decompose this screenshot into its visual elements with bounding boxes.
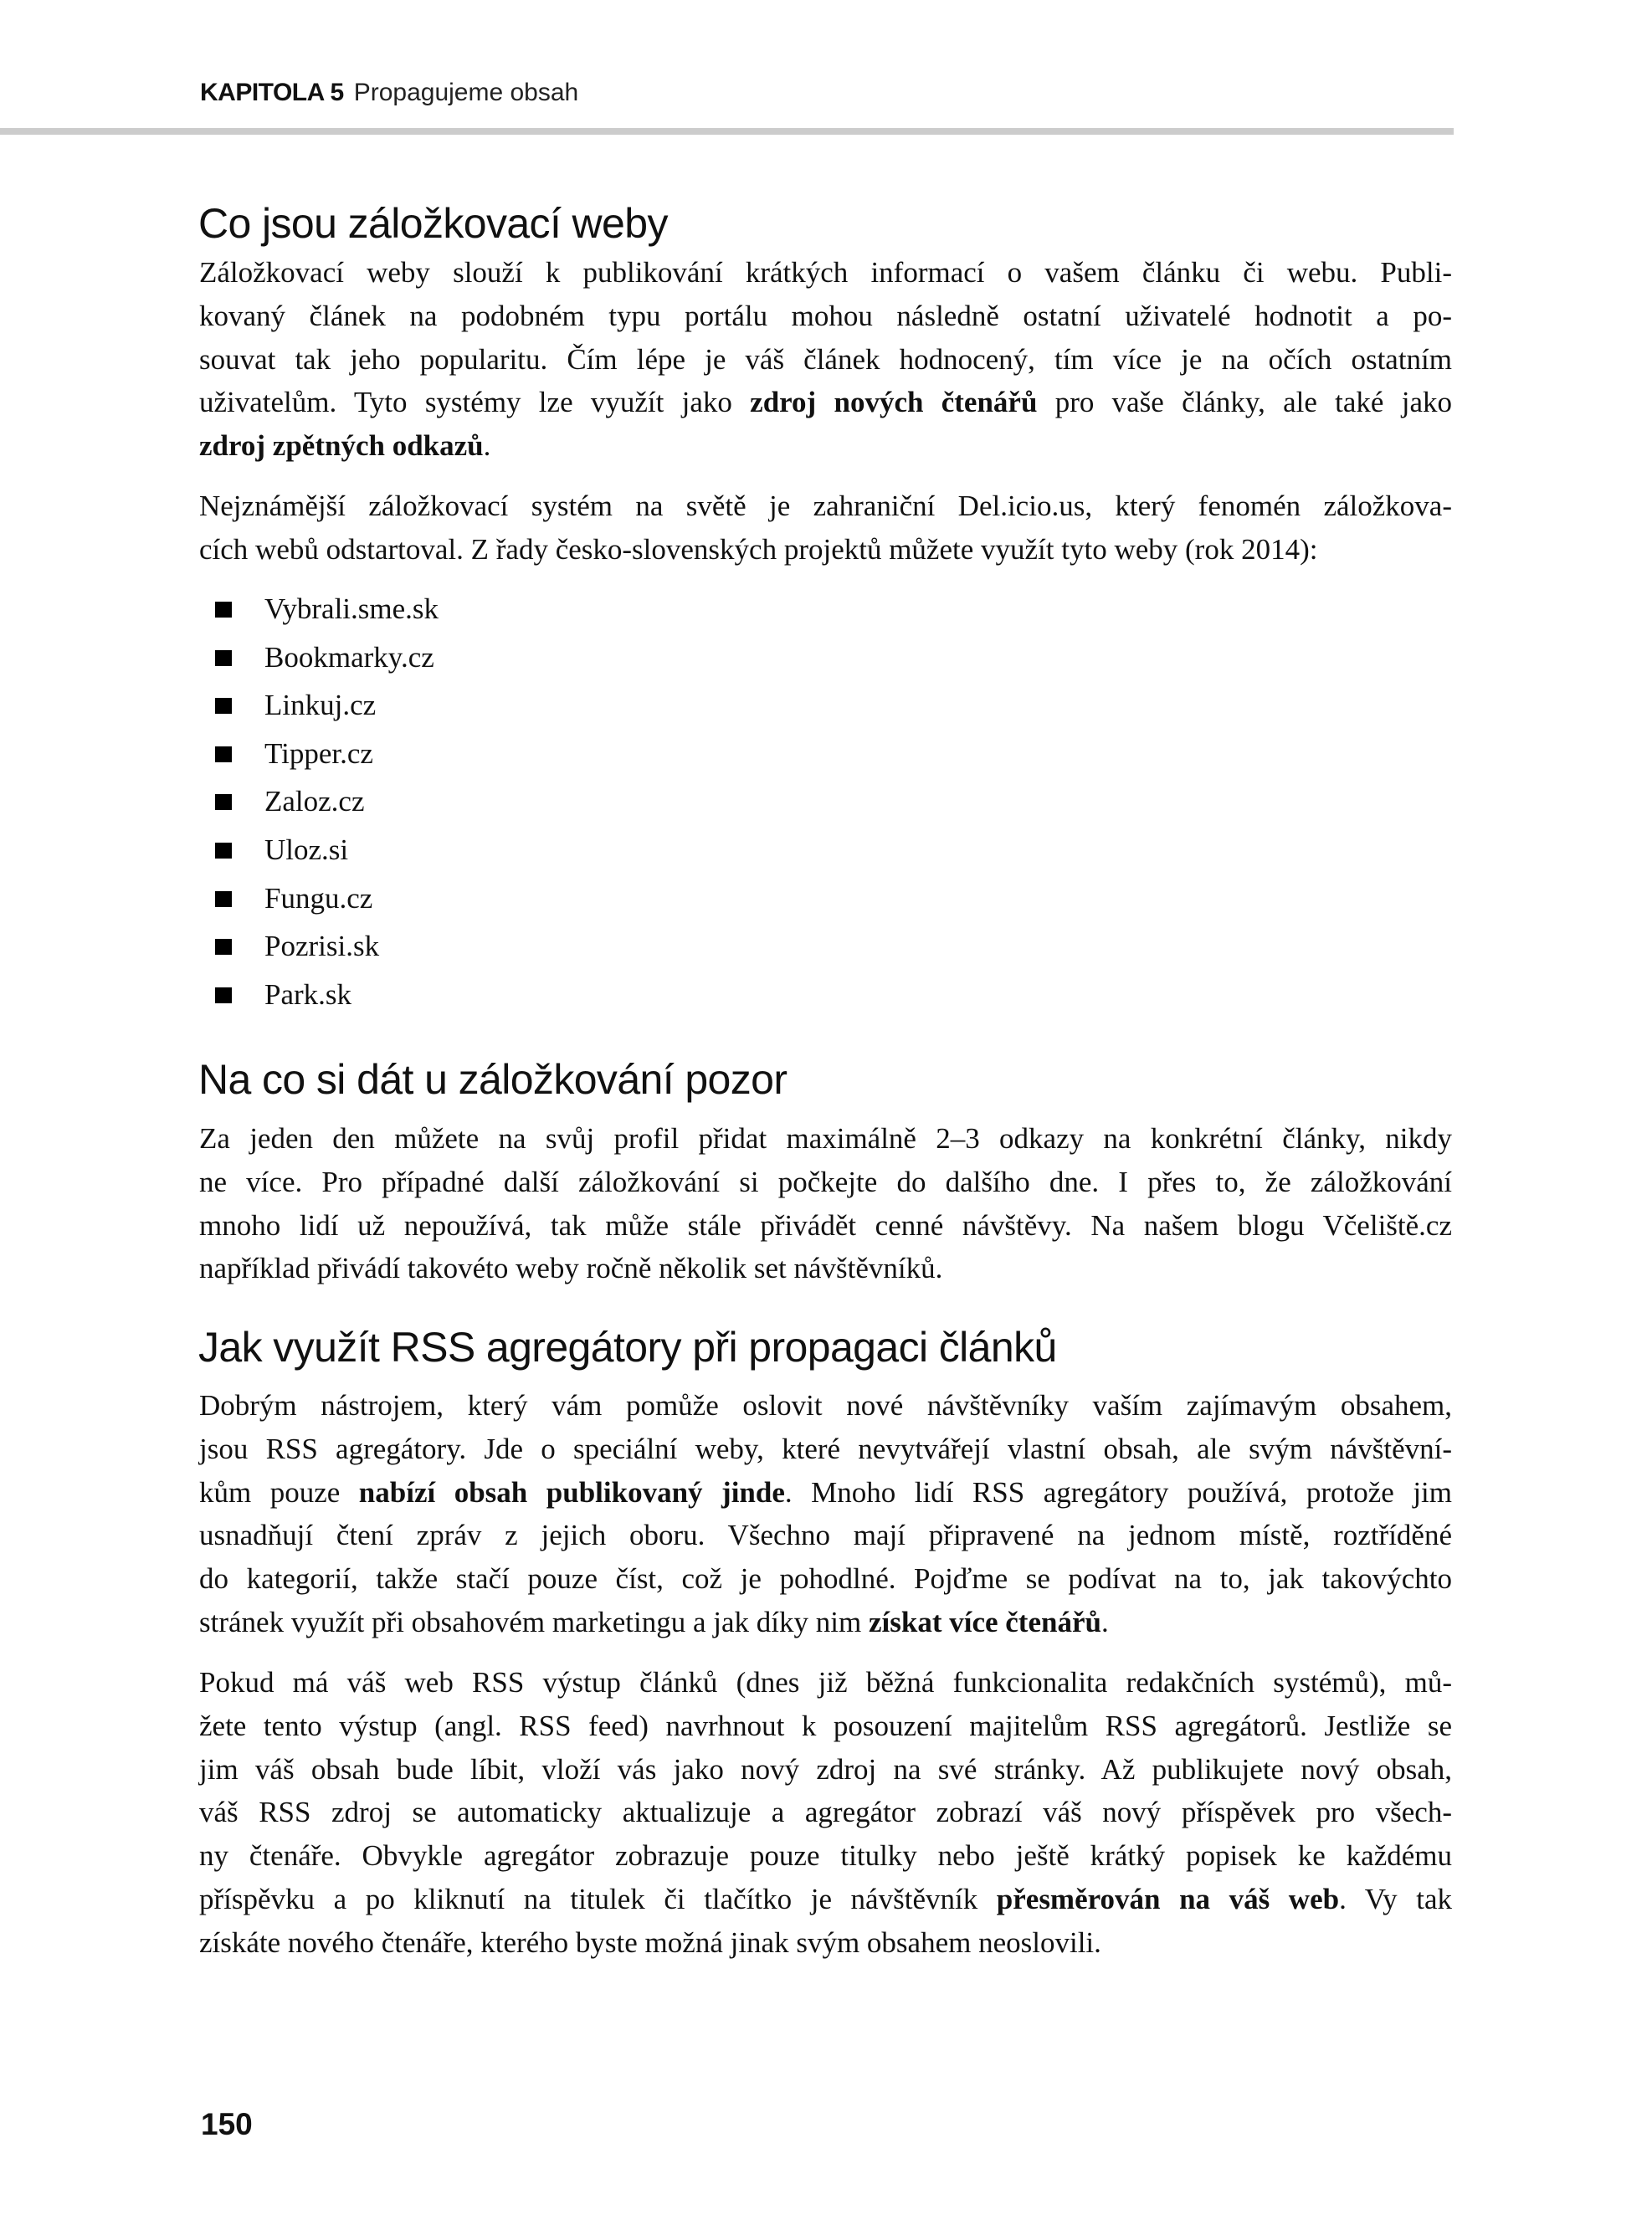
text-run: cích webů odstartoval. Z řady česko-slovenských projektů můžete využít tyto weby (rok 2014): — [199, 532, 1318, 566]
text-line — [199, 251, 1452, 295]
text-run: Dobrým nástrojem, který vám pomůže oslovit nové návštěvníky vaším zajímavým obsahem, — [199, 1389, 1452, 1422]
text-run: příspěvku a po kliknutí na titulek či tlačítko je návštěvník — [199, 1882, 997, 1915]
text-run: . — [1100, 1605, 1109, 1638]
text-line — [199, 1247, 1452, 1290]
list-item-text: Park.sk — [264, 977, 352, 1011]
bold-emphasis: získat více čtenářů — [868, 1605, 1101, 1638]
list-item — [199, 636, 952, 684]
list-item-text: Fungu.cz — [264, 881, 373, 915]
list-item-text: Tipper.cz — [264, 736, 373, 770]
square-bullet-icon — [215, 698, 232, 714]
square-bullet-icon — [215, 650, 232, 666]
square-bullet-icon — [215, 794, 232, 810]
text-line — [199, 528, 1452, 572]
section-heading-bookmarking-sites: Co jsou záložkovací weby — [198, 200, 668, 247]
text-run: jsou RSS agregátory. Jde o speciální weby, které nevytvářejí vlastní obsah, ale svým návštěvní- — [199, 1432, 1452, 1465]
square-bullet-icon — [215, 939, 232, 955]
page-number: 150 — [201, 2107, 253, 2141]
list-item-text: Vybrali.sme.sk — [264, 592, 439, 625]
text-line — [199, 1834, 1452, 1878]
paragraph-bookmarking-projects — [199, 484, 1452, 572]
text-run: . Mnoho lidí RSS agregátory používá, protože jim — [784, 1475, 1453, 1509]
list-item-text: Zaloz.cz — [264, 785, 365, 818]
text-run: uživatelům. Tyto systémy lze využít jako — [199, 386, 751, 419]
text-run: pro vaše články, ale také jako — [1037, 386, 1452, 419]
square-bullet-icon — [215, 746, 232, 762]
text-line — [199, 381, 1452, 424]
list-item-text: Uloz.si — [264, 833, 349, 866]
bold-emphasis: nabízí obsah publikovaný jinde — [358, 1475, 785, 1509]
text-line — [199, 1161, 1452, 1204]
list-item-text: Bookmarky.cz — [264, 640, 434, 674]
list-item — [199, 732, 952, 781]
text-run: Záložkovací weby slouží k publikování krátkých informací o vašem článku či webu. Publi- — [199, 256, 1452, 289]
text-line — [199, 295, 1452, 338]
text-run: váš RSS zdroj se automaticky aktualizuje a agregátor zobrazí váš nový příspěvek pro všech- — [199, 1796, 1452, 1829]
text-run: . Vy tak — [1339, 1882, 1452, 1915]
list-item-text: Linkuj.cz — [264, 689, 377, 722]
text-line — [199, 1791, 1452, 1834]
paragraph-bookmarking-intro — [199, 251, 1452, 468]
list-item — [199, 587, 952, 636]
text-line — [199, 1471, 1452, 1515]
text-run: souvat tak jeho popularitu. Čím lépe je váš článek hodnocený, tím více je na očích ostatním — [199, 342, 1452, 376]
text-run: do kategorií, takže stačí pouze číst, což je pohodlné. Pojďme se podívat na to, jak takovýchto — [199, 1562, 1452, 1596]
list-item — [199, 780, 952, 828]
running-head — [200, 76, 578, 110]
square-bullet-icon — [215, 891, 232, 907]
paragraph-bookmarking-caution — [199, 1117, 1452, 1290]
text-line — [199, 1705, 1452, 1748]
list-item — [199, 925, 952, 973]
text-line — [199, 1117, 1452, 1161]
paragraph-rss-feed-submission — [199, 1661, 1452, 1965]
text-run: kovaný článek na podobném typu portálu mohou následně ostatní uživatelé hodnotit a po- — [199, 299, 1452, 332]
text-line — [199, 1204, 1452, 1248]
text-run: stránek využít při obsahovém marketingu a jak díky nim — [199, 1605, 869, 1638]
list-item — [199, 877, 952, 925]
text-run: . — [483, 429, 491, 463]
text-run: jim váš obsah bude líbit, vloží vás jako nový zdroj na své stránky. Až publikujete nový obsah, — [199, 1752, 1452, 1786]
text-line — [199, 1557, 1452, 1601]
text-run: například přivádí takovéto weby ročně několik set návštěvníků. — [199, 1252, 943, 1285]
text-line — [199, 338, 1452, 382]
bold-emphasis: přesměrován na váš web — [996, 1882, 1340, 1915]
text-run: kům pouze — [199, 1475, 359, 1509]
text-run: Za jeden den můžete na svůj profil přidat maximálně 2–3 odkazy na konkrétní články, nikdy — [199, 1122, 1452, 1155]
text-run: usnadňují čtení zpráv z jejich oboru. Všechno mají připravené na jednom místě, roztříděné — [199, 1519, 1452, 1552]
text-line — [199, 1428, 1452, 1471]
text-run: Pokud má váš web RSS výstup článků (dnes již běžná funkcionalita redakčních systémů), mů- — [199, 1666, 1452, 1699]
text-run: získáte nového čtenáře, kterého byste možná jinak svým obsahem neoslovili. — [199, 1925, 1101, 1959]
text-run: ny čtenáře. Obvykle agregátor zobrazuje pouze titulky nebo ještě krátký popisek ke každému — [199, 1839, 1452, 1873]
text-run: ne více. Pro případné další záložkování si počkejte do dalšího dne. I přes to, že záložkování — [199, 1165, 1452, 1198]
bookmarking-sites-list — [199, 587, 952, 1021]
list-item-text: Pozrisi.sk — [264, 930, 380, 963]
text-line — [199, 1661, 1452, 1705]
list-item — [199, 828, 952, 877]
text-line — [199, 1748, 1452, 1792]
text-line — [199, 424, 1452, 468]
text-line — [199, 1514, 1452, 1557]
square-bullet-icon — [215, 843, 232, 859]
header-rule-divider — [0, 128, 1454, 135]
text-line — [199, 1878, 1452, 1921]
text-run: žete tento výstup (angl. RSS feed) navrhnout k posouzení majitelům RSS agregátorů. Jestliže se — [199, 1709, 1452, 1742]
bold-emphasis: zdroj nových čtenářů — [750, 386, 1038, 419]
paragraph-rss-intro — [199, 1384, 1452, 1644]
square-bullet-icon — [215, 602, 232, 618]
list-item — [199, 684, 952, 732]
text-line — [199, 1384, 1452, 1428]
square-bullet-icon — [215, 987, 232, 1003]
text-run: mnoho lidí už nepoužívá, tak může stále přivádět cenné návštěvy. Na našem blogu Včeliště.cz — [199, 1208, 1452, 1242]
text-line — [199, 1601, 1452, 1644]
chapter-label: KAPITOLA 5 — [200, 79, 344, 106]
chapter-title: Propagujeme obsah — [353, 79, 579, 106]
text-line — [199, 484, 1452, 528]
text-run: Nejznámější záložkovací systém na světě je zahraniční Del.icio.us, který fenomén záložkova- — [199, 490, 1452, 522]
text-line — [199, 1921, 1452, 1965]
list-item — [199, 973, 952, 1022]
section-heading-bookmarking-caution: Na co si dát u záložkování pozor — [198, 1056, 788, 1103]
section-heading-rss-aggregators: Jak využít RSS agregátory při propagaci článků — [198, 1324, 1057, 1371]
bold-emphasis: zdroj zpětných odkazů — [199, 429, 484, 463]
